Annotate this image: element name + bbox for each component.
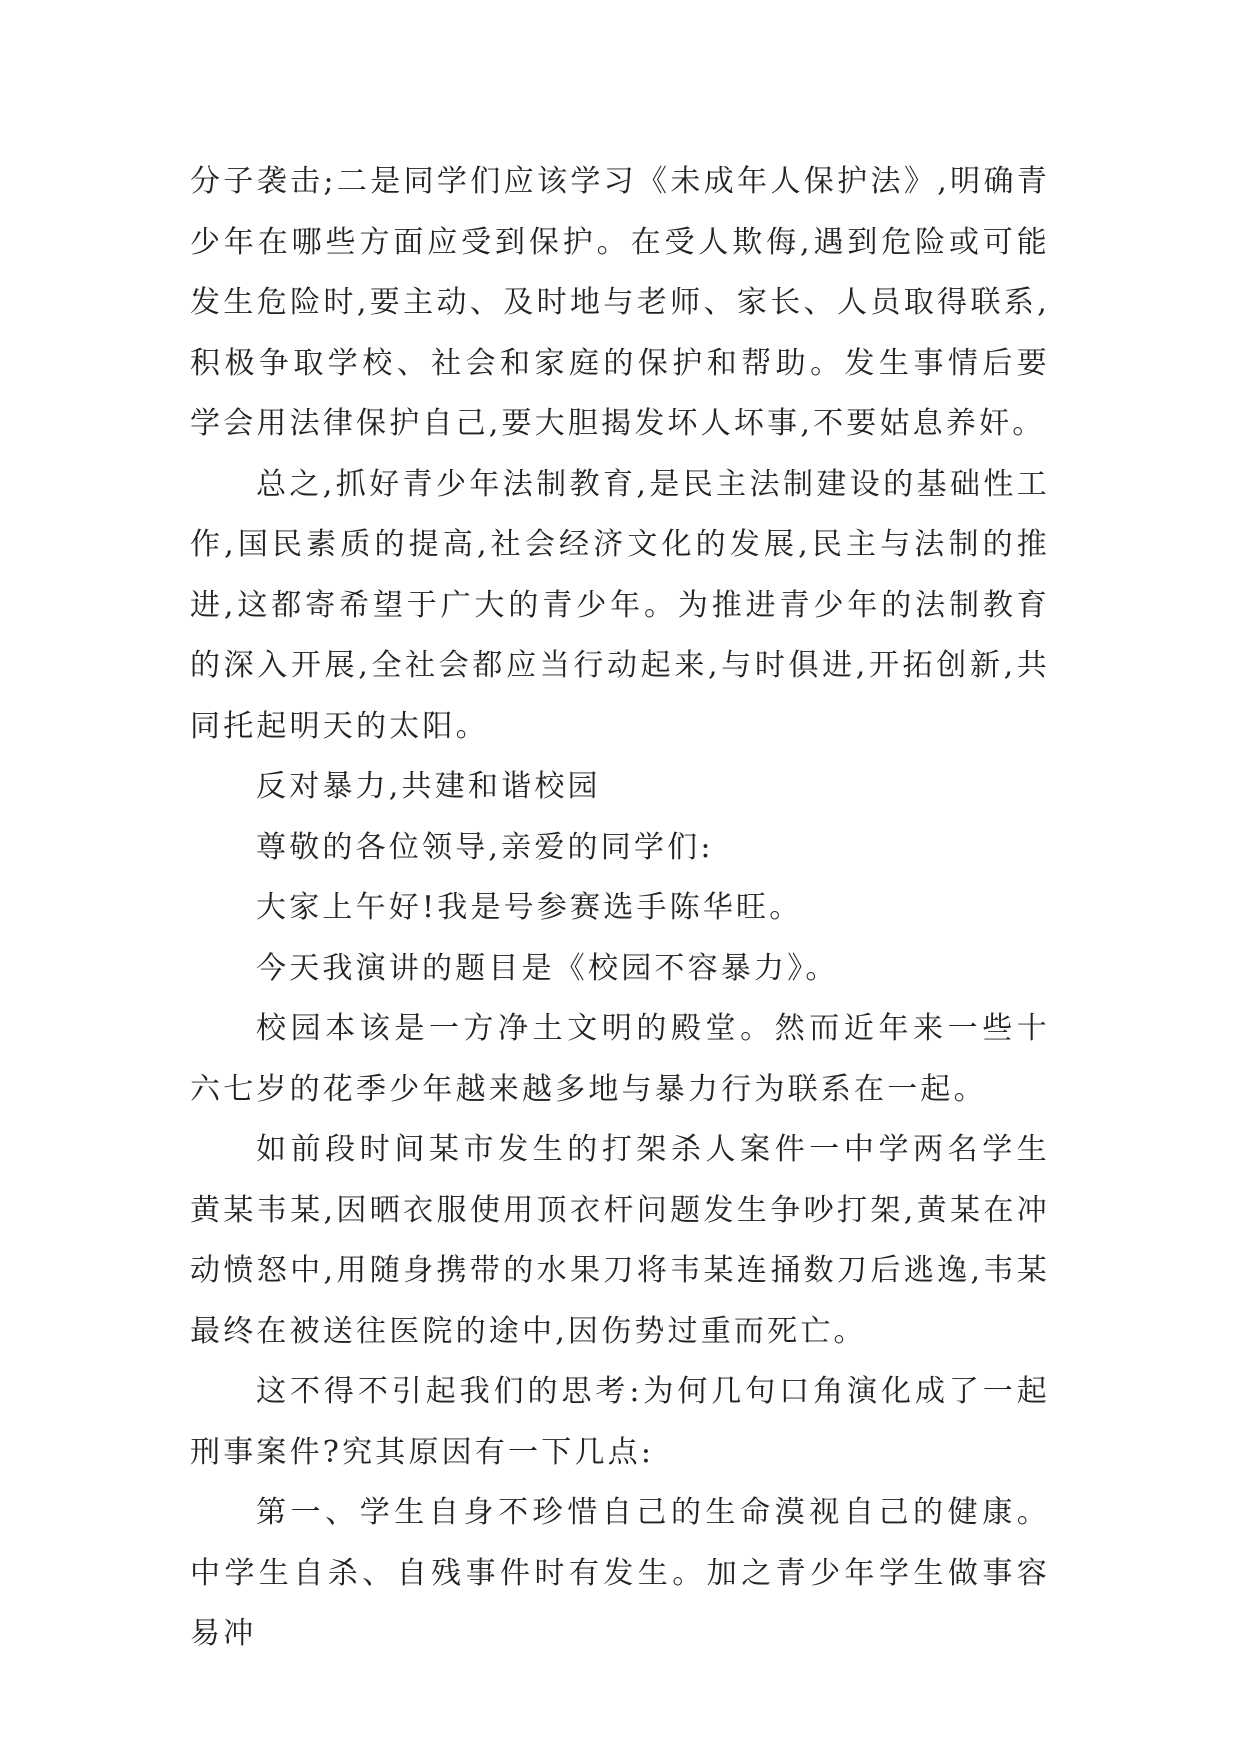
paragraph-9: 这不得不引起我们的思考:为何几句口角演化成了一起刑事案件?究其原因有一下几点: xyxy=(190,1374,1050,1470)
paragraph-2: 总之,抓好青少年法制教育,是民主法制建设的基础性工作,国民素质的提高,社会经济文化的发展,民主与法制的推进,这都寄希望于广大的青少年。为推进青少年的法制教育的深入开展,全社会都应当行动起来,与时俱进,开拓创新,共同托起明天的太阳。 xyxy=(190,466,1050,744)
paragraph-5: 大家上午好!我是号参赛选手陈华旺。 xyxy=(256,890,803,925)
paragraph-4: 尊敬的各位领导,亲爱的同学们: xyxy=(256,829,714,865)
paragraph-3: 反对暴力,共建和谐校园 xyxy=(256,769,601,804)
paragraph-1: 分子袭击;二是同学们应该学习《未成年人保护法》,明确青少年在哪些方面应受到保护。在受人欺侮,遇到危险或可能发生危险时,要主动、及时地与老师、家长、人员取得联系,积极争取学校、社会和家庭的保护和帮助。发生事情后要学会用法律保护自己,要大胆揭发坏人坏事,不要姑息养奸。 xyxy=(190,164,1050,441)
paragraph-10: 第一、学生自身不珍惜自己的生命漠视自己的健康。中学生自杀、自残事件时有发生。加之青少年学生做事容易冲 xyxy=(190,1495,1050,1651)
paragraph-6: 今天我演讲的题目是《校园不容暴力》。 xyxy=(256,950,839,986)
paragraph-8: 如前段时间某市发生的打架杀人案件一中学两名学生黄某韦某,因晒衣服使用顶衣杆问题发生争吵打架,黄某在冲动愤怒中,用随身携带的水果刀将韦某连捅数刀后逃逸,韦某最终在被送往医院的途中,因伤势过重而死亡。 xyxy=(190,1132,1050,1349)
paragraph-7: 校园本该是一方净土文明的殿堂。然而近年来一些十六七岁的花季少年越来越多地与暴力行为联系在一起。 xyxy=(190,1011,1050,1107)
document-body xyxy=(190,152,1050,1665)
